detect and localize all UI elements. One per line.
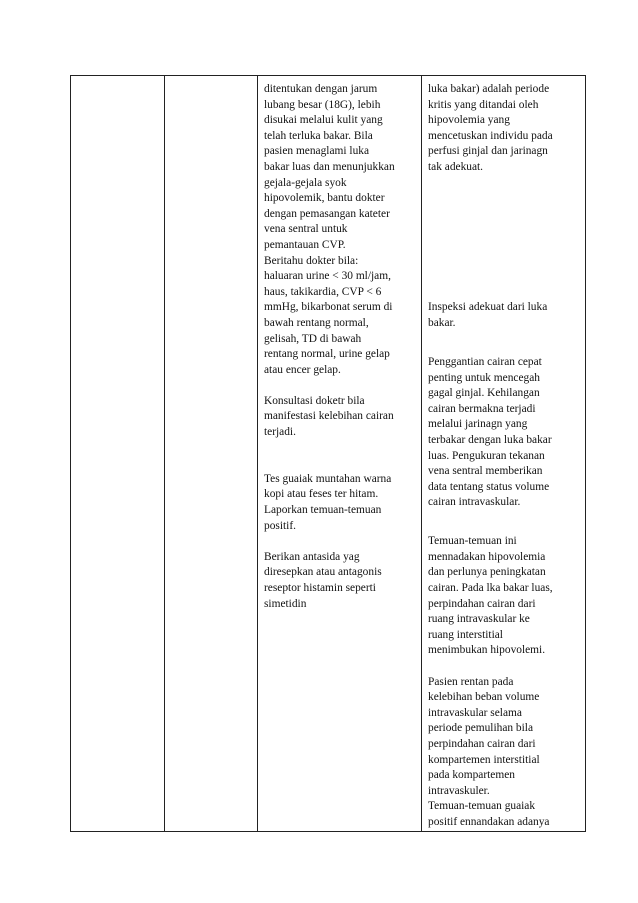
text-line: vena sentral memberikan xyxy=(428,465,543,478)
text-line: penting untuk mencegah xyxy=(428,371,540,384)
text-line: kelebihan beban volume xyxy=(428,691,540,704)
text-line: Pasien rentan pada xyxy=(428,675,514,688)
text-line: dengan pemasangan kateter xyxy=(264,207,390,220)
intervention-block-cvp xyxy=(264,82,417,378)
text-line: diresepkan atau antagonis xyxy=(264,566,382,579)
nursing-care-table xyxy=(70,75,586,832)
text-line: simetidin xyxy=(264,597,307,610)
intervention-block-guaiac xyxy=(264,472,417,534)
text-line: mmHg, bikarbonat serum di xyxy=(264,301,393,314)
text-line: Inspeksi adekuat dari luka xyxy=(428,301,548,314)
cell-intervention xyxy=(258,76,422,832)
text-line: rentang normal, urine gelap xyxy=(264,348,390,361)
text-line: Berikan antasida yag xyxy=(264,550,360,563)
text-line: ditentukan dengan jarum xyxy=(264,83,378,95)
text-line: gejala-gejala syok xyxy=(264,176,347,189)
text-line: kopi atau feses ter hitam. xyxy=(264,488,379,501)
text-line: Temuan-temuan guaiak xyxy=(428,800,536,813)
text-line: cairan intravaskular. xyxy=(428,496,521,509)
text-line: manifestasi kelebihan cairan xyxy=(264,410,394,423)
text-line: cairan. Pada lka bakar luas, xyxy=(428,582,553,595)
text-line: Konsultasi doketr bila xyxy=(264,394,365,407)
text-line: pemantauan CVP. xyxy=(264,238,346,251)
text-line: mennadakan hipovolemia xyxy=(428,550,546,563)
text-line: telah terluka bakar. Bila xyxy=(264,129,373,142)
text-line: haluaran urine < 30 ml/jam, xyxy=(264,270,391,283)
text-line: perfusi ginjal dan jarinagn xyxy=(428,145,548,158)
text-line: ruang intravaskular ke xyxy=(428,613,530,626)
text-line: positif. xyxy=(264,519,296,532)
text-line: disukai melalui kulit yang xyxy=(264,114,383,127)
rationale-block-fluid-replacement xyxy=(428,355,581,511)
table-row xyxy=(71,76,586,832)
text-line: haus, takikardia, CVP < 6 xyxy=(264,285,382,298)
cell-column-1 xyxy=(71,76,165,832)
text-line: Tes guaiak muntahan warna xyxy=(264,472,392,485)
rationale-block-overload xyxy=(428,675,581,831)
text-line: periode pemulihan bila xyxy=(428,722,534,735)
text-line: bakar. xyxy=(428,316,456,329)
text-line: hipovolemia yang xyxy=(428,114,510,127)
text-line: luas. Pengukuran tekanan xyxy=(428,449,545,462)
text-line: perpindahan cairan dari xyxy=(428,597,536,610)
text-line: intravaskuler. xyxy=(428,784,490,797)
text-line: kompartemen interstitial xyxy=(428,753,540,766)
text-line: positif ennandakan adanya xyxy=(428,815,550,828)
text-line: gagal ginjal. Kehilangan xyxy=(428,387,540,400)
text-line: bakar luas dan menunjukkan xyxy=(264,160,395,173)
text-line: dan perlunya peningkatan xyxy=(428,566,546,579)
text-line: terbakar dengan luka bakar xyxy=(428,433,552,446)
text-line: data tentang status volume xyxy=(428,480,550,493)
cell-rationale xyxy=(422,76,586,832)
rationale-block-critical xyxy=(428,82,581,176)
intervention-block-consult xyxy=(264,394,417,441)
text-line: Penggantian cairan cepat xyxy=(428,355,542,368)
text-line: mencetuskan individu pada xyxy=(428,129,553,142)
text-line: cairan bermakna terjadi xyxy=(428,402,536,415)
text-line: atau encer gelap. xyxy=(264,363,341,376)
text-line: vena sentral untuk xyxy=(264,223,348,236)
rationale-block-hypovolemia xyxy=(428,534,581,659)
text-line: reseptor histamin seperti xyxy=(264,582,376,594)
text-line: hipovolemik, bantu dokter xyxy=(264,192,385,205)
text-line: luka bakar) adalah periode xyxy=(428,83,550,95)
text-line: tak adekuat. xyxy=(428,160,484,173)
text-line: melalui jarinagn yang xyxy=(428,418,528,431)
text-line: gelisah, TD di bawah xyxy=(264,332,362,345)
rationale-block-inspection xyxy=(428,300,581,331)
cell-column-2 xyxy=(165,76,258,832)
text-line: pada kompartemen xyxy=(428,769,515,782)
text-line: Laporkan temuan-temuan xyxy=(264,504,382,517)
text-line: pasien menaglami luka xyxy=(264,145,370,158)
intervention-block-antacid xyxy=(264,550,417,612)
text-line: ruang interstitial xyxy=(428,628,503,641)
text-line: kritis yang ditandai oleh xyxy=(428,98,539,111)
text-line: Temuan-temuan ini xyxy=(428,535,517,548)
text-line: perpindahan cairan dari xyxy=(428,737,536,750)
text-line: intravaskular selama xyxy=(428,706,522,719)
text-line: lubang besar (18G), lebih xyxy=(264,98,381,111)
text-line: menimbukan hipovolemi. xyxy=(428,644,546,657)
text-line: terjadi. xyxy=(264,426,296,439)
text-line: bawah rentang normal, xyxy=(264,316,369,329)
text-line: Beritahu dokter bila: xyxy=(264,254,359,267)
